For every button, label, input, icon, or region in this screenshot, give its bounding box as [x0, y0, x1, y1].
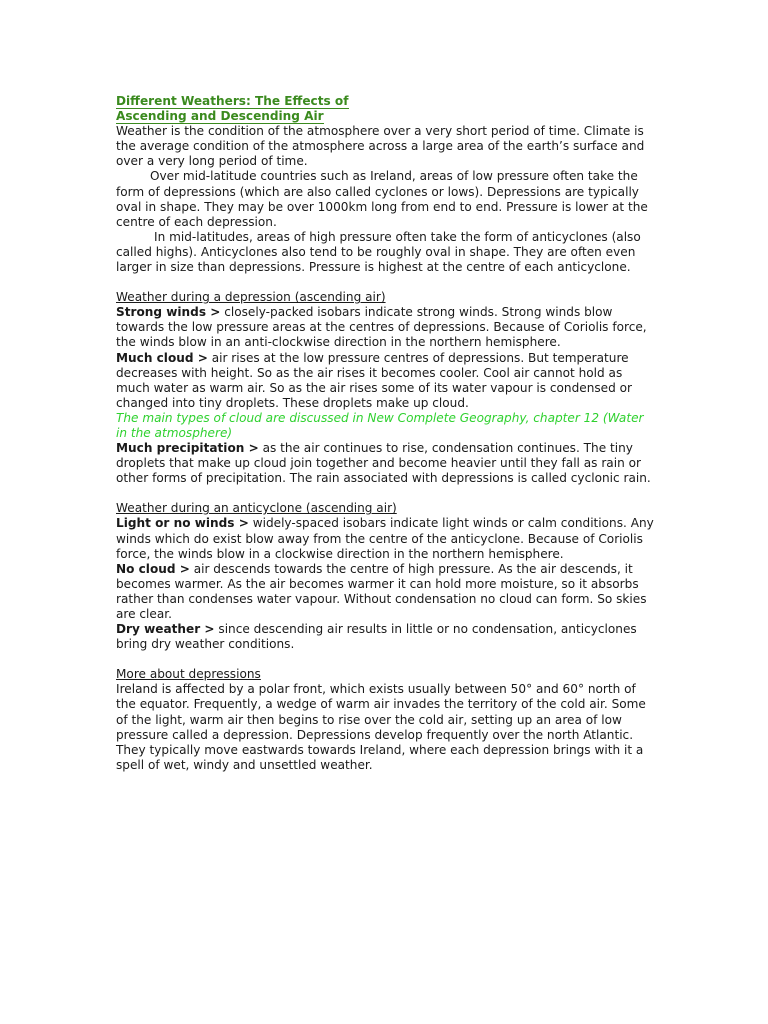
more-about-depressions-text: Ireland is affected by a polar front, which exists usually between 50° and 60° north of the equator. Frequently, a wedge of warm air invades the territory of the cold air. Some of the light, warm air then begins to rise over the cold air, setting up an area of low pressure called a depression. Depressions develop frequently over the north Atlantic. They typically move eastwards towards Ireland, where each depression brings with it a spell of wet, windy and unsettled weather.	[116, 682, 646, 772]
light-winds-paragraph	[116, 516, 656, 561]
precipitation-paragraph	[116, 441, 656, 486]
precipitation-label: Much precipitation >	[116, 441, 259, 456]
title-line-1: Different Weathers: The Effects of	[116, 94, 349, 108]
no-cloud-text: air descends towards the centre of high pressure. As the air descends, it becomes warmer. As the air becomes warmer it can hold more moisture, so it absorbs rather than condenses water vapour. Without condensation no cloud can form. So skies are clear.	[116, 561, 647, 621]
strong-winds-paragraph	[116, 305, 656, 350]
dry-weather-label: Dry weather >	[116, 622, 215, 637]
light-winds-label: Light or no winds >	[116, 516, 249, 531]
dry-weather-text: since descending air results in little or no condensation, anticyclones bring dry weather conditions.	[116, 622, 637, 652]
no-cloud-paragraph	[116, 562, 656, 622]
light-winds-text: widely-spaced isobars indicate light winds or calm conditions. Any winds which do exist blow away from the centre of the anticyclone. Because of Coriolis force, the winds blow in a clockwise direction in the northern hemisphere.	[116, 516, 654, 561]
spacer	[116, 486, 656, 501]
cloud-reference-note: The main types of cloud are discussed in New Complete Geography, chapter 12 (Water in the atmosphere)	[116, 410, 644, 440]
strong-winds-label: Strong winds >	[116, 305, 221, 320]
much-cloud-paragraph	[116, 351, 656, 411]
much-cloud-text: air rises at the low pressure centres of depressions. But temperature decreases with height. So as the air rises it becomes cooler. Cool air cannot hold as much water as warm air. So as the air rises some of its water vapour is condensed or changed into tiny droplets. These droplets make up cloud.	[116, 350, 633, 410]
spacer	[116, 275, 656, 290]
document-title	[116, 94, 656, 124]
precipitation-text: as the air continues to rise, condensation continues. The tiny droplets that make up cloud join together and become heavier until they fall as rain or other forms of precipitation. The rain associated with depressions is called cyclonic rain.	[116, 441, 651, 486]
depression-heading: Weather during a depression (ascending air)	[116, 290, 386, 305]
spacer	[116, 652, 656, 667]
intro-paragraph-2: Over mid-latitude countries such as Ireland, areas of low pressure often take the form of depressions (which are also called cyclones or lows). Depressions are typically oval in shape. They may be over 1000km long from end to end. Pressure is lower at the centre of each depression.	[116, 169, 648, 229]
much-cloud-label: Much cloud >	[116, 350, 208, 365]
no-cloud-label: No cloud >	[116, 561, 190, 576]
more-about-depressions-heading: More about depressions	[116, 667, 261, 682]
dry-weather-paragraph	[116, 622, 656, 652]
document-page	[116, 94, 656, 773]
intro-paragraph-1: Weather is the condition of the atmosphere over a very short period of time. Climate is the average condition of the atmosphere across a large area of the earth’s surface and over a very long period of time.	[116, 124, 645, 169]
anticyclone-heading: Weather during an anticyclone (ascending air)	[116, 501, 397, 516]
strong-winds-text: closely-packed isobars indicate strong winds. Strong winds blow towards the low pressure areas at the centres of depressions. Because of Coriolis force, the winds blow in an anti-clockwise direction in the northern hemisphere.	[116, 305, 647, 350]
title-line-2: Ascending and Descending Air	[116, 109, 324, 124]
intro-paragraph-3: In mid-latitudes, areas of high pressure often take the form of anticyclones (also called highs). Anticyclones also tend to be roughly oval in shape. They are often even larger in size than depressions. Pressure is highest at the centre of each anticyclone.	[116, 229, 641, 275]
